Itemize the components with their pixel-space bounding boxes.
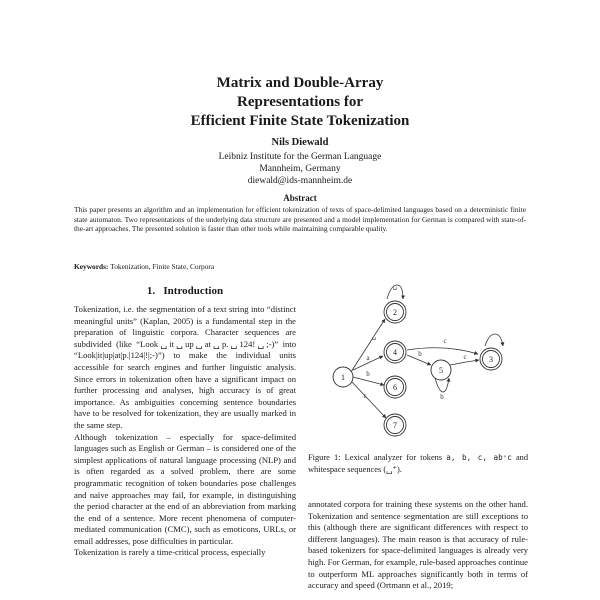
- loop-3: [485, 334, 503, 346]
- paragraph: Tokenization, i.e. the segmentation of a text string into “distinct meaningful units” (Kaplan, 2005) is a fundamental step in the preparation of linguistic corpora. Character sequences are subdivided (like “Look␣it␣up␣at␣p.␣124!␣;-)” into “Look|it|up|at|p.|124|!|;-)”) to make the individual units accessible for search engines and further linguistic analysis. Since errors in tokenization often have a significant impact on further processing and analyses, high accuracy is of great importance. As ambiguities concerning sentence boundaries have to be resolved for tokenization, they are usually marked in the same step.: [74, 304, 296, 430]
- author-name: Nils Diewald: [271, 137, 329, 148]
- caption-prefix: Figure 1: Lexical analyzer for tokens: [308, 453, 443, 462]
- state-label: 4: [393, 348, 397, 357]
- edge-1-7: [351, 381, 386, 418]
- abstract-heading: Abstract: [283, 193, 317, 203]
- affiliation-line: Mannheim, Germany: [259, 164, 341, 174]
- edge-label: ␣: [392, 282, 398, 290]
- right-column: [308, 499, 528, 592]
- paragraph: Tokenization is rarely a time-critical process, especially: [74, 547, 266, 558]
- affiliation-line: Leibniz Institute for the German Language: [218, 152, 382, 162]
- edge-1-6: [353, 377, 384, 385]
- keywords-text: Tokenization, Finite State, Corpora: [110, 262, 215, 271]
- edge-label: c: [463, 353, 467, 361]
- edge-label: b: [418, 350, 422, 358]
- state-label: 5: [439, 366, 443, 375]
- affiliation: [0, 151, 600, 187]
- edge-1-2: [351, 319, 385, 372]
- edge-label: a: [366, 354, 370, 362]
- caption-tokens: a, b, c, ab⁺c: [446, 453, 512, 462]
- edge-label: c: [443, 337, 447, 345]
- section-heading: [74, 285, 296, 297]
- edge-label: b: [366, 370, 370, 378]
- keywords-label: Keywords:: [74, 262, 109, 271]
- state-label: 2: [393, 308, 397, 317]
- paper-title: [0, 74, 600, 131]
- state-label: 3: [489, 355, 493, 364]
- automaton-diagram: [325, 282, 515, 442]
- keywords: [74, 262, 526, 271]
- abstract-text: This paper presents an algorithm and an implementation for efficient tokenization of texts of space-delimited languages based on a deterministic finite state automaton. Two representations of the underlying data structure are presented and a model implementation for German is compared with state-of-the-art approaches. The presented solution is faster than other tools while maintaining comparable quality.: [74, 205, 526, 234]
- caption-suffix: and whitespace sequences (␣⁺).: [308, 453, 529, 474]
- state-label: 1: [341, 373, 345, 382]
- edge-label: b: [440, 393, 444, 401]
- paragraph: annotated corpora for training these systems on the other hand. Tokenization and sentence segmentation are still exceptions to this (although there are significant differences with respect to different languages). The main reason is that accuracy of rule-based tokenizers for space-delimited languages is already very high. For German, for example, rule-based approaches continue to outperform ML approaches significantly both in terms of accuracy and speed (Ortmann et al., 2019;: [308, 499, 528, 591]
- title-line: Efficient Finite State Tokenization: [190, 113, 410, 129]
- figure-caption: [308, 452, 528, 475]
- left-column: [74, 304, 296, 559]
- title-line: Matrix and Double-Array: [216, 75, 384, 91]
- state-label: 7: [393, 421, 397, 430]
- title-line: Representations for: [237, 94, 363, 110]
- section-number: 1.: [146, 285, 156, 297]
- edge-label: c: [363, 392, 367, 400]
- state-label: 6: [393, 383, 397, 392]
- section-title: Introduction: [163, 285, 224, 297]
- edge-label: ␣: [371, 332, 377, 340]
- email: diewald@ids-mannheim.de: [247, 176, 353, 186]
- paragraph: Although tokenization – especially for space-delimited languages such as English or German – is considered one of the simplest applications of natural language processing (NLP) and is often regarded as a solved problem, there are some programmatic recognition of token boundaries pose challenges and naïve approaches may fail, for example, in distinguishing the period character at the end of an abbreviation from marking the end of a sentence. More recent phenomena of computer-mediated communication (CMC), such as emoticons, URLs, or email addresses, pose difficulties in particular.: [74, 431, 296, 546]
